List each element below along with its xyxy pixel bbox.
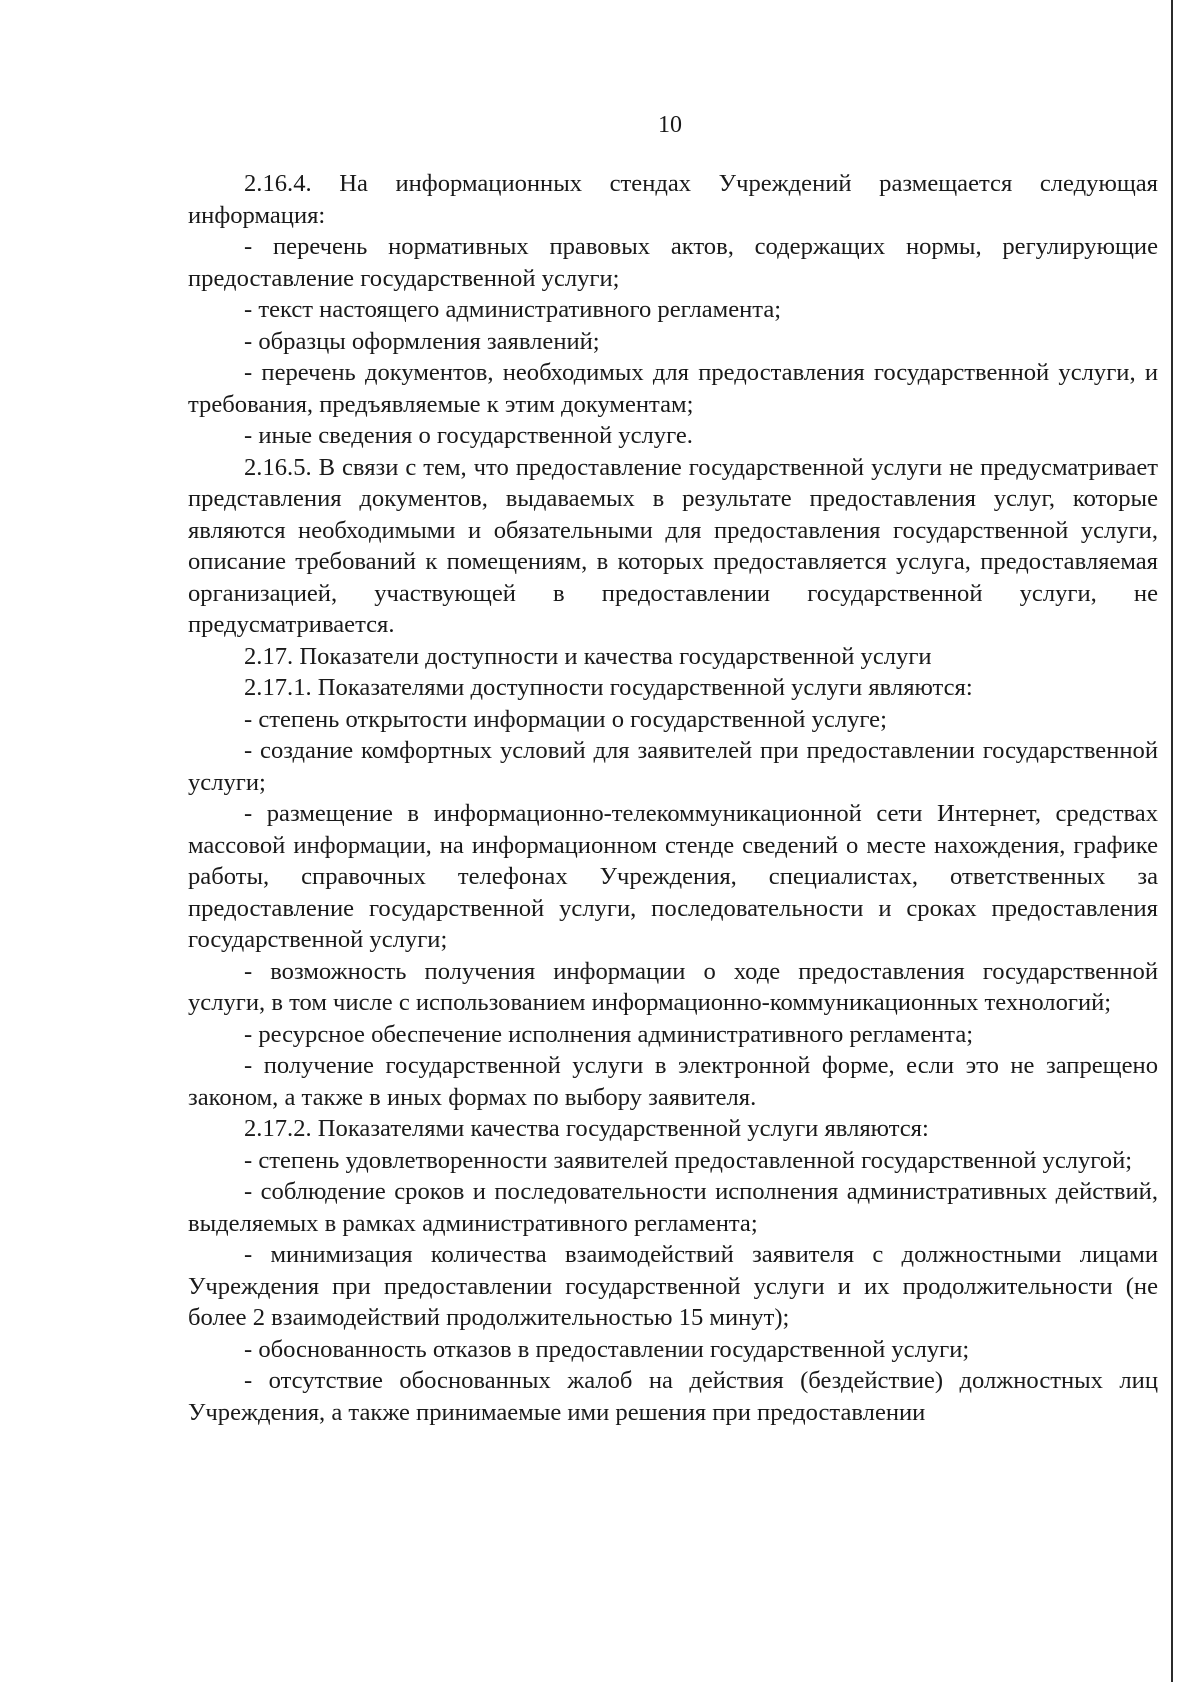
paragraph: - получение государственной услуги в электронной форме, если это не запрещено законом, а также в иных формах по выбору заявителя. [188, 1052, 1158, 1111]
document-body [188, 168, 1158, 1428]
paragraph: - отсутствие обоснованных жалоб на действия (бездействие) должностных лиц Учреждения, а также принимаемые ими решения при предоставлении [188, 1367, 1158, 1426]
paragraph: - обоснованность отказов в предоставлении государственной услуги; [244, 1335, 970, 1363]
paragraph: 2.16.5. В связи с тем, что предоставление государственной услуги не предусматривает представления документов, выдаваемых в результате предоставления услуг, которые являются необходимыми и обязательными для предоставления государственной услуги, описание требований к помещениям, в которых предоставляется услуга, предоставляемая организацией, участвующей в предоставлении государственной услуги, не предусматривается. [188, 453, 1158, 638]
paragraph: - возможность получения информации о ходе предоставления государственной услуги, в том числе с использованием информационно-коммуникационных технологий; [188, 957, 1158, 1016]
paragraph: 2.17.1. Показателями доступности государственной услуги являются: [244, 674, 973, 701]
paragraph: - размещение в информационно-телекоммуникационной сети Интернет, средствах массовой информации, на информационном стенде сведений о месте нахождения, графике работы, справочных телефонах Учреждения, специалистах, ответственных за предоставление государственной услуги, последовательности и сроках предоставления государственной услуги; [188, 800, 1158, 953]
paragraph: - перечень нормативных правовых актов, содержащих нормы, регулирующие предоставление государственной услуги; [188, 233, 1158, 292]
paragraph: - создание комфортных условий для заявителей при предоставлении государственной услуги; [188, 737, 1158, 796]
paragraph: - минимизация количества взаимодействий заявителя с должностными лицами Учреждения при предоставлении государственной услуги и их продолжительности (не более 2 взаимодействий продолжительностью 15 минут); [188, 1241, 1158, 1331]
paragraph: - степень удовлетворенности заявителей предоставленной государственной услугой; [244, 1146, 1133, 1174]
paragraph: 2.16.4. На информационных стендах Учреждений размещается следующая информация: [188, 170, 1158, 229]
paragraph: - степень открытости информации о государственной услуге; [244, 705, 887, 733]
paragraph: 2.17. Показатели доступности и качества государственной услуги [244, 642, 932, 670]
paragraph: - образцы оформления заявлений; [244, 327, 600, 355]
paragraph: - текст настоящего административного регламента; [244, 296, 782, 323]
paragraph: 2.17.2. Показателями качества государственной услуги являются: [244, 1115, 929, 1142]
paragraph: - иные сведения о государственной услуге. [244, 422, 693, 449]
page-number: 10 [658, 112, 682, 138]
paragraph: - перечень документов, необходимых для предоставления государственной услуги, и требования, предъявляемые к этим документам; [188, 359, 1158, 418]
paragraph: - соблюдение сроков и последовательности исполнения административных действий, выделяемых в рамках административного регламента; [188, 1178, 1158, 1237]
paragraph: - ресурсное обеспечение исполнения административного регламента; [244, 1020, 974, 1048]
page-edge-line [1171, 0, 1173, 1682]
